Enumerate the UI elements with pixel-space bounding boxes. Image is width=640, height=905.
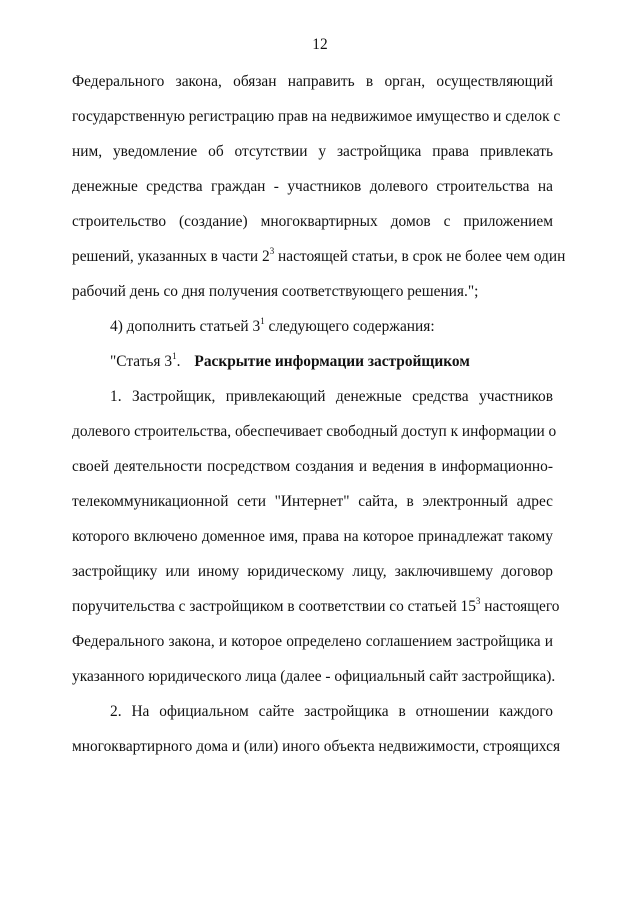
article-title: Раскрытие информации застройщиком: [194, 353, 470, 370]
superscript: 1: [260, 316, 265, 326]
text-line: [72, 596, 560, 617]
text-segment: 4) дополнить статьей 3: [110, 318, 261, 335]
text-line: ним, уведомление об отсутствии у застройщика права привлекать: [72, 143, 553, 160]
article-label: "Статья 3: [110, 353, 173, 370]
text-segment: поручительства с застройщиком в соответствии со статьей 15: [72, 598, 476, 615]
text-line: государственную регистрацию прав на недвижимое имущество и сделок с: [72, 108, 561, 125]
text-line: телекоммуникационной сети "Интернет" сайта, в электронный адрес: [72, 493, 553, 510]
text-segment: настоящего: [480, 598, 560, 615]
text-line: [72, 246, 566, 267]
superscript: 3: [475, 596, 481, 606]
superscript: 1: [172, 351, 177, 361]
text-line: застройщику или иному юридическому лицу, заключившему договор: [72, 563, 553, 580]
text-segment: следующего содержания:: [264, 318, 435, 335]
text-segment: решений, указанных в части 2: [72, 248, 270, 265]
item-4-line: [110, 317, 553, 337]
text-line: рабочий день со дня получения соответствующего решения.";: [72, 283, 479, 300]
text-line: многоквартирного дома и (или) иного объекта недвижимости, строящихся: [72, 738, 561, 755]
text-line: своей деятельности посредством создания и ведения в информационно-: [72, 458, 553, 475]
text-line: 2. На официальном сайте застройщика в отношении каждого: [110, 703, 553, 720]
text-line: которого включено доменное имя, права на которое принадлежат такому: [72, 528, 553, 545]
article-dot: .: [176, 353, 181, 370]
text-line: 1. Застройщик, привлекающий денежные средства участников: [110, 388, 553, 405]
text-line: долевого строительства, обеспечивает свободный доступ к информации о: [72, 423, 557, 440]
text-segment: настоящей статьи, в срок не более чем один: [274, 248, 566, 265]
text-line: денежные средства граждан - участников долевого строительства на: [72, 178, 553, 195]
superscript: 3: [269, 246, 275, 256]
text-line: строительство (создание) многоквартирных домов с приложением: [72, 213, 553, 230]
article-heading: [110, 352, 553, 372]
text-line: Федерального закона, и которое определено соглашением застройщика и: [72, 633, 553, 650]
page-number: 12: [312, 36, 328, 53]
text-line: Федерального закона, обязан направить в орган, осуществляющий: [72, 73, 553, 90]
text-line: указанного юридического лица (далее - официальный сайт застройщика).: [72, 668, 556, 685]
